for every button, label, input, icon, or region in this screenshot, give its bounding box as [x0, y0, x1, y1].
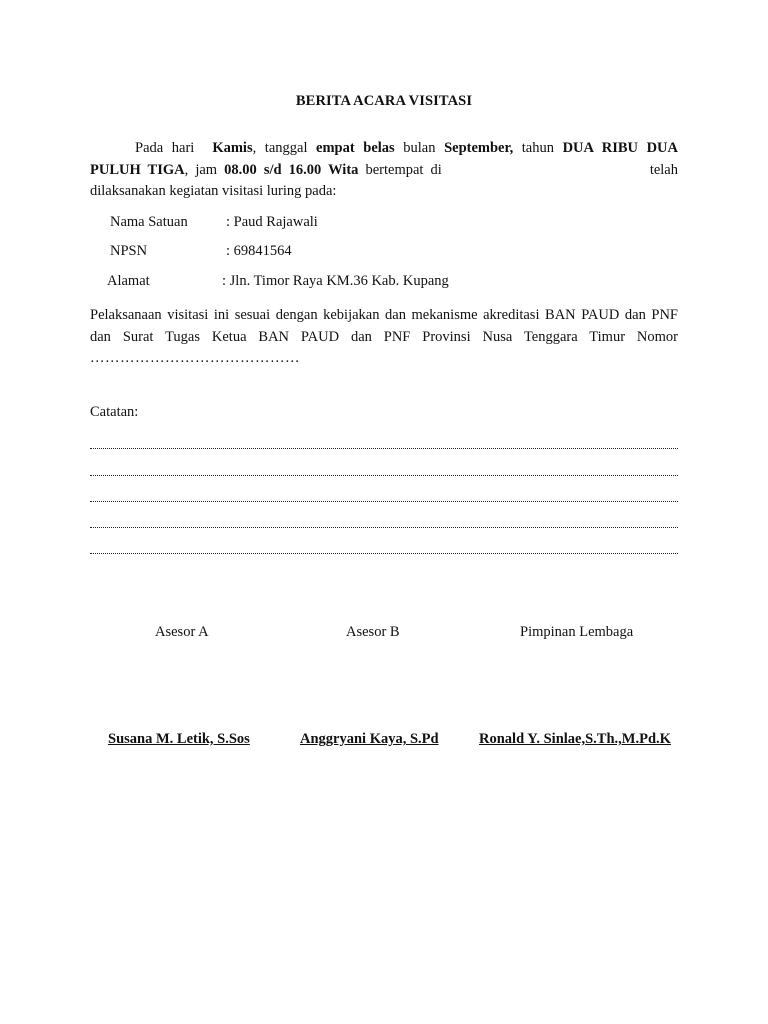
- time-value: 08.00 s/d 16.00 Wita: [224, 161, 359, 178]
- field-label: NPSN: [110, 243, 148, 259]
- signature-role-asesor-b: Asesor B: [346, 624, 400, 640]
- basis-text: Pelaksanaan visitasi ini sesuai dengan kebijakan dan mekanisme akreditasi BAN PAUD dan PNF dan Surat Tugas Ketua BAN PAUD dan PNF Provinsi Nusa Tenggara Timur Nomor: [90, 307, 678, 345]
- year-value: DUA RIBU DUA PULUH TIGA: [90, 140, 678, 178]
- signature-name-pimpinan: Ronald Y. Sinlae,S.Th.,M.Pd.K: [479, 731, 671, 747]
- catatan-line: [90, 442, 678, 449]
- signature-role-asesor-a: Asesor A: [155, 624, 209, 640]
- catatan-line: [90, 495, 678, 502]
- catatan-label: Catatan:: [90, 404, 139, 420]
- document-title: BERITA ACARA VISITASI: [295, 93, 473, 109]
- signature-name-asesor-b: Anggryani Kaya, S.Pd: [300, 731, 439, 747]
- catatan-line: [90, 521, 678, 528]
- opening-paragraph: [90, 138, 678, 203]
- text-fragment: Pada hari: [135, 140, 195, 156]
- field-label: Nama Satuan: [110, 214, 188, 230]
- field-label: Alamat: [107, 273, 150, 289]
- text-fragment: bertempat di: [358, 161, 442, 178]
- catatan-line: [90, 469, 678, 476]
- nomor-placeholder-dots: ……………………………………: [90, 350, 300, 366]
- text-fragment: bulan: [394, 140, 445, 156]
- catatan-line: [90, 547, 678, 554]
- day-value: Kamis: [212, 140, 253, 156]
- signature-name-asesor-a: Susana M. Letik, S.Sos: [108, 731, 250, 747]
- text-fragment: tahun: [513, 140, 563, 156]
- field-value: : Paud Rajawali: [226, 214, 318, 230]
- text-fragment: , tanggal: [252, 140, 317, 156]
- text-fragment: , jam: [184, 161, 225, 178]
- field-value: : 69841564: [226, 243, 292, 259]
- basis-paragraph: [90, 305, 678, 370]
- month-value: September,: [444, 140, 514, 156]
- date-value: empat belas: [316, 140, 395, 156]
- signature-role-pimpinan: Pimpinan Lembaga: [520, 624, 634, 640]
- field-value: : Jln. Timor Raya KM.36 Kab. Kupang: [222, 273, 449, 289]
- text-fragment: telah dilaksanakan kegiatan visitasi luring pada:: [90, 161, 678, 199]
